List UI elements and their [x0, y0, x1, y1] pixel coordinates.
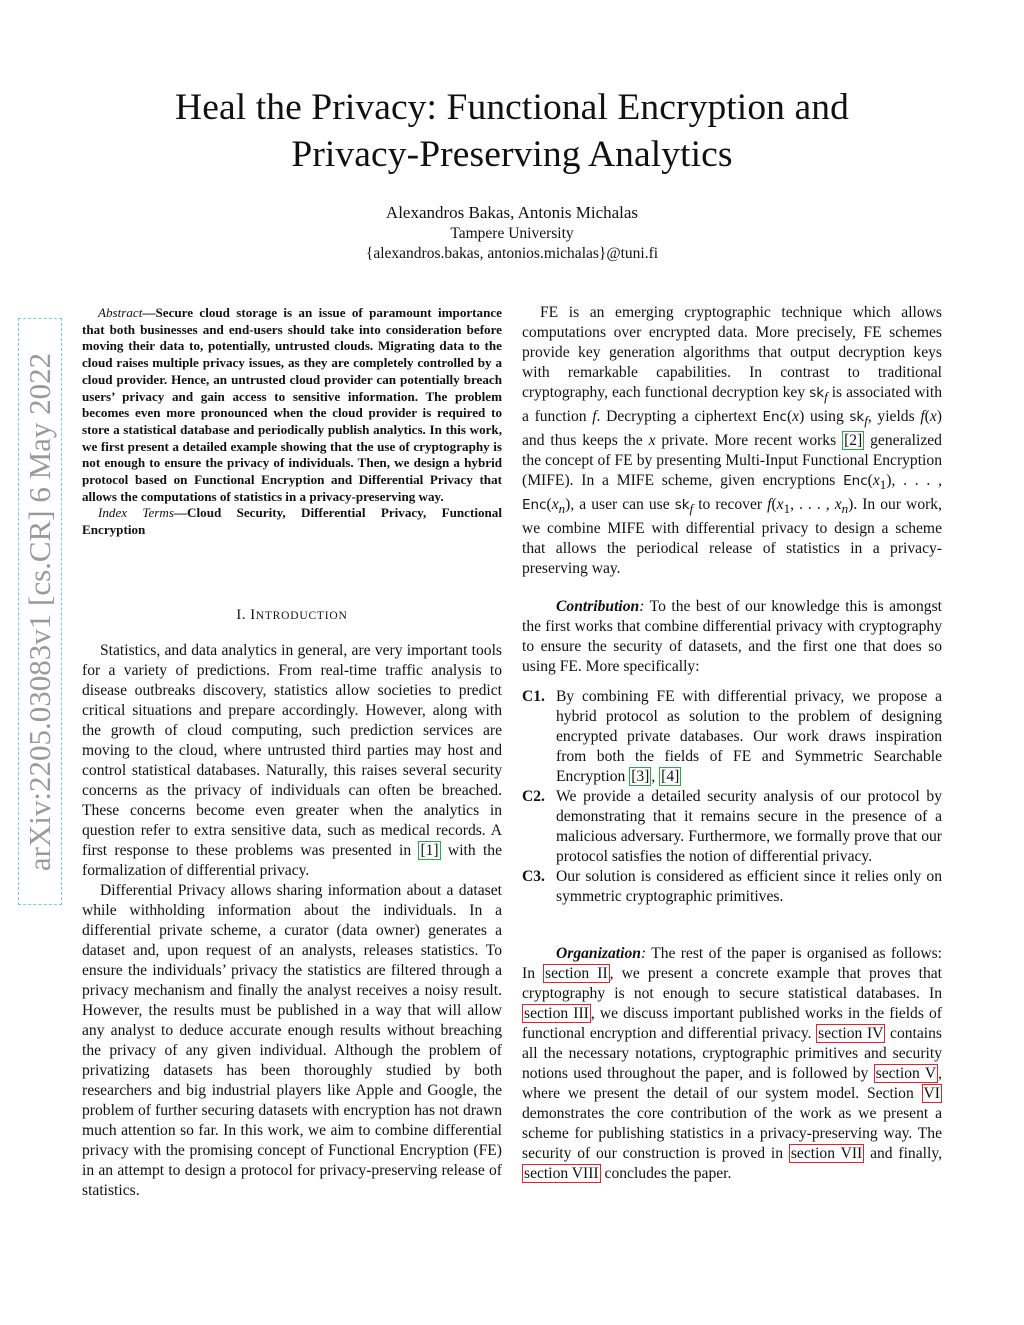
section-link[interactable]: section VII [790, 1145, 863, 1162]
intro-paragraph-2: Differential Privacy allows sharing information about a dataset while withholding information about the individuals. In a differential private scheme, a curator (data owner) generates a dataset and, upon request of an analysts, releases statistics. To ensure the individuals’ privacy the statistics are filtered through a privacy mechanism and finally the analyst receives a noisy result. However, the results must be published in a way that will allow any analyst to deduce accurate enough results without breaching the privacy of any given individual. Although the problem of privatizing datasets has been thoroughly studied by both researchers and big industrial players like Apple and Google, the problem of further securing datasets with encryption has not drawn much attention so far. In this work, we aim to combine differential privacy with the promising concept of Functional Encryption (FE) in an attempt to design a protocol for privacy-preserving release of statistics. [82, 882, 502, 1199]
section-link[interactable]: VI [923, 1085, 940, 1102]
organization-label: Organization [556, 945, 641, 962]
index-terms-label: Index Terms [98, 505, 174, 521]
list-item: C1. By combining FE with differential privacy, we propose a hybrid protocol as solution to the problem of designing encrypted private databases. Our work draws inspiration from both the fields of FE and Symmetric Searchable Encryption [3] , [4] [522, 688, 942, 785]
list-item: C3. Our solution is considered as efficient since it relies only on symmetric cryptographic primitives. [522, 868, 942, 905]
arxiv-sidebar[interactable] [18, 318, 62, 905]
abstract: Abstract—Secure cloud storage is an issue of paramount importance that both businesses and end-users should take into consideration before moving their data to, potentially, untrusted clouds. Migrating data to the cloud raises multiple privacy issues, as they are completely controlled by a cloud provider. Hence, an untrusted cloud provider can potentially breach users’ privacy and gain access to sensitive information. The problem becomes even more pronounced when the cloud provider is required to store a statistical database and periodically publish analytics. In this work, we first present a detailed example showing that the use of cryptography is not enough to ensure the privacy of individuals. Then, we design a hybrid protocol based on Functional Encryption and Differential Privacy that allows the computations of statistics in a privacy-preserving way. Index Terms—Cloud Security, Differential Privacy, Functional Encryption [82, 305, 502, 538]
section-link[interactable]: section II [545, 965, 608, 982]
organization-section: Organization: The rest of the paper is organised as follows: In section II , we present a concrete example that proves that cryptography is not enough to secure statistical databases. In section III , we discuss important published works in the fields of functional encryption and differential privacy. section IV contains all the necessary notations, cryptographic primitives and security notions used throughout the paper, and is followed by section V , where we present the detail of our system model. Section VI demonstrates the core contribution of the work as we present a scheme for publishing statistics in a privacy-preserving way. The security of our construction is proved in section VII and finally, section VIII concludes the paper. [522, 945, 943, 1182]
section-link[interactable]: section VIII [524, 1165, 599, 1182]
affiliation: Tampere University [450, 225, 574, 242]
contribution-list [522, 687, 942, 907]
citation-link[interactable]: [3] [631, 768, 650, 785]
fe-paragraph: FE is an emerging cryptographic technique which allows computations over encrypted data. More precisely, FE schemes provide key generation algorithms that output decryption keys with remarkable capabilities. In contrast to traditional cryptography, each functional decryption key $sk_f$ is associated with a function f. Decrypting a ciphertext Enc(x) using $sk_f$, yields f(x) and thus keeps the x private. More recent works [2] generalized the concept of FE by presenting Multi-Input Functional Encryption (MIFE). In a MIFE scheme, given encryptions $Enc(x_1)$, . . . , $Enc(x_n)$, a user can use $sk_f$ to recover $f(x_1$, . . . , $x_n$). In our work, we combine MIFE with differential privacy to design a scheme that allows the periodical release of statistics in a privacy-preserving way. [522, 304, 943, 578]
section-heading-introduction: I. INTRODUCTION [236, 607, 348, 623]
intro-paragraph-1: Statistics, and data analytics in general, are very important tools for a variety of predictions. From real-time traffic analysis to disease outbreaks discovery, statistics allow societies to predict critical situations and prepare accordingly. However, along with the growth of cloud computing, such prediction services are moving to the cloud, where untrusted third parties may host and control statistical databases. Naturally, this raises several security concerns as the privacy of individuals can often be breached. These concerns become even greater when the analytics in question refer to extra sensitive data, such as medical records. A first response to these problems was presented in [1] with the formalization of differential privacy. [82, 642, 503, 879]
section-link[interactable]: section IV [818, 1025, 884, 1042]
contribution-label: Contribution [556, 598, 640, 615]
email: {alexandros.bakas, antonios.michalas}@tuni.fi [365, 245, 659, 262]
list-item: C2. We provide a detailed security analysis of our protocol by demonstrating that it remains secure in the presence of a malicious adversary. Furthermore, we formally prove that our protocol satisfies the notion of differential privacy. [522, 788, 942, 865]
authors: Alexandros Bakas, Antonis Michalas [385, 203, 639, 222]
abstract-label: Abstract [98, 305, 143, 320]
citation-link[interactable]: [4] [661, 768, 680, 785]
section-link[interactable]: section V [875, 1065, 937, 1082]
paper-title [100, 84, 924, 178]
abstract-text: Secure cloud storage is an issue of paramount importance that both businesses and end-users should take into consideration before moving their data to, potentially, untrusted clouds. Migrating data to the cloud raises multiple privacy issues, as they are completely controlled by a cloud provider. Hence, an untrusted cloud provider can potentially breach users’ privacy and gain access to sensitive information. The problem becomes even more pronounced when the cloud provider is required to store a statistical database and periodically publish analytics. In this work, we first present a detailed example showing that the use of cryptography is not enough to ensure the privacy of individuals. Then, we design a hybrid protocol based on Functional Encryption and Differential Privacy that allows the computations of statistics in a privacy-preserving way. [82, 305, 502, 504]
section-link[interactable]: section III [524, 1005, 589, 1022]
title-line-2: Privacy-Preserving Analytics [291, 134, 733, 175]
title-line-1: Heal the Privacy: Functional Encryption and [175, 87, 849, 128]
index-terms-text: Cloud Security, Differential Privacy, Functional Encryption [82, 505, 502, 538]
introduction-body [82, 641, 502, 1201]
citation-link[interactable]: [2] [844, 432, 863, 450]
arxiv-id[interactable]: arXiv:2205.03083v1 [cs.CR] 6 May 2022 [22, 352, 57, 871]
contribution-section: Contribution: To the best of our knowledge this is amongst the first works that combine differential privacy with cryptography to ensure the security of datasets, and the first one that does so using FE. More specifically: C1. By combining FE with differential privacy, we propose a hybrid protocol as solution to the problem of designing encrypted private databases. Our work draws inspiration from both the fields of FE and Symmetric Searchable Encryption [3] , [4] C2. We provide a detailed security analysis of our protocol by demonstrating that it remains secure in the presence of a malicious adversary. Furthermore, we formally prove that our protocol satisfies the notion of differential privacy. C3. Our solution is considered as efficient since it relies only on symmetric cryptographic primitives. [522, 598, 942, 905]
citation-link[interactable]: [1] [420, 842, 439, 859]
